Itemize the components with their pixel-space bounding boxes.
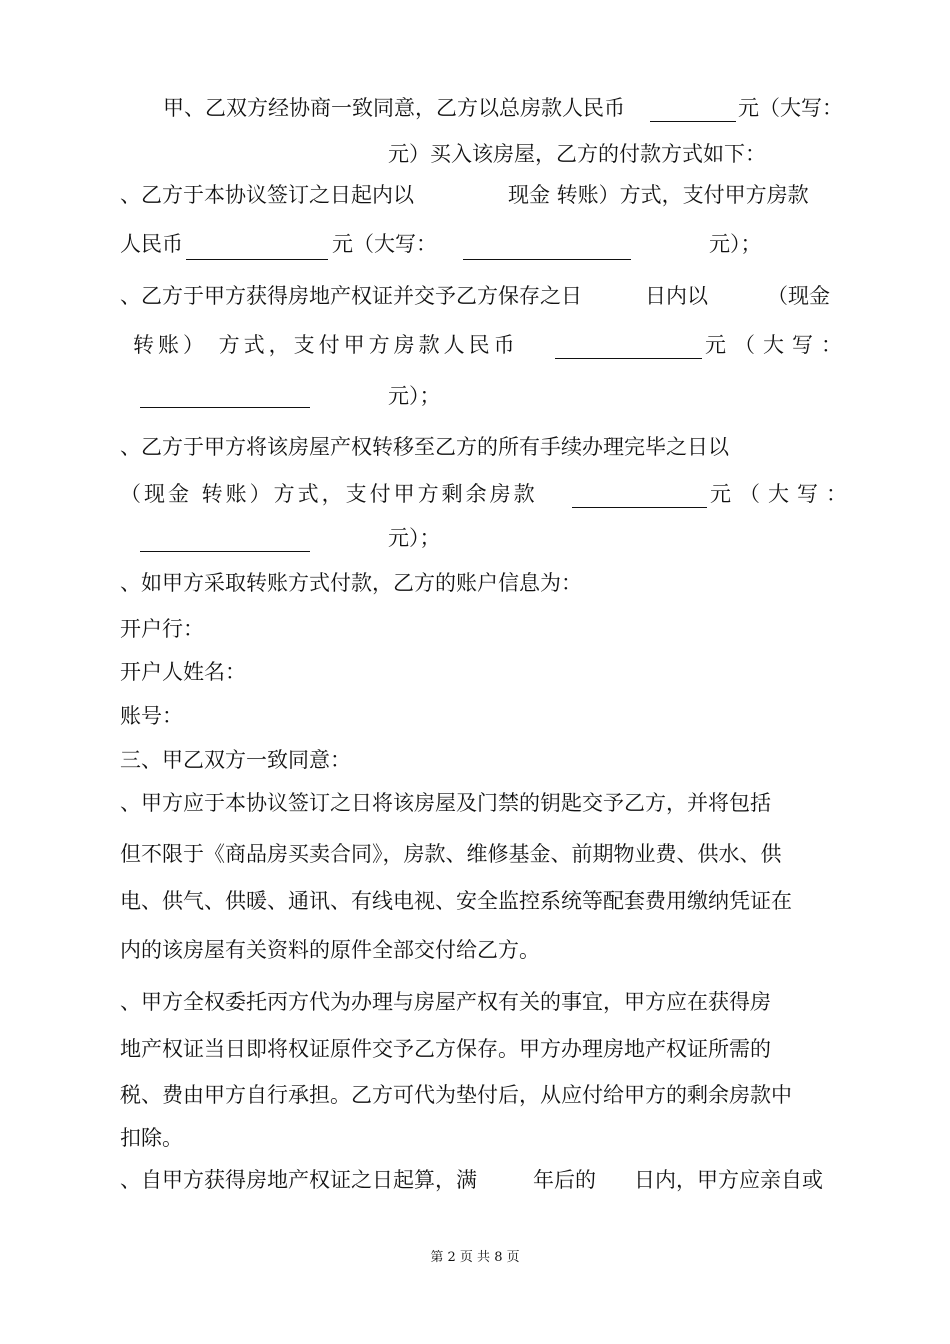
p3-line1-a: 、乙方于甲方获得房地产权证并交予乙方保存之日 <box>120 284 582 308</box>
p5-line: 、如甲方采取转账方式付款，乙方的账户信息为： <box>120 571 582 595</box>
p3-line2-a: 转账） 方式，支付甲方房款人民币 <box>133 333 519 357</box>
p8-line1-a: 、自甲方获得房地产权证之日起算，满 <box>120 1168 477 1192</box>
p6-line4: 内的该房屋有关资料的原件全部交付给乙方。 <box>120 938 540 962</box>
p2-line2-b: 元（大写： <box>332 232 437 256</box>
p6-line2: 但不限于《商品房买卖合同》，房款、维修基金、前期物业费、供水、供 <box>120 842 782 866</box>
p6-line3: 电、供气、供暖、通讯、有线电视、安全监控系统等配套费用缴纳凭证在 <box>120 889 792 913</box>
p4-line3: 元）； <box>388 526 441 550</box>
page-number-footer: 第 2 页 共 8 页 <box>430 1250 520 1265</box>
p4-line1: 、乙方于甲方将该房屋产权转移至乙方的所有手续办理完毕之日以 <box>120 435 729 459</box>
p3-line1-c: （现金 <box>767 284 830 308</box>
p3-line3: 元）； <box>388 384 441 408</box>
p1-line1-a: 甲、乙双方经协商一致同意，乙方以总房款人民币 <box>163 96 625 120</box>
bank-label: 开户行： <box>120 617 204 641</box>
p8-line1-b: 年后的 <box>533 1168 596 1192</box>
p7-line3: 税、费由甲方自行承担。乙方可代为垫付后，从应付给甲方的剩余房款中 <box>120 1083 792 1107</box>
p1-line2: 元）买入该房屋，乙方的付款方式如下： <box>388 142 766 166</box>
p2-line2-a: 人民币 <box>120 232 183 256</box>
section-3-heading: 三、甲乙双方一致同意： <box>120 748 351 772</box>
p2-line1-b: 现金 转账）方式，支付甲方房款 <box>508 183 809 207</box>
blank-amount-3[interactable] <box>572 507 707 508</box>
blank-amount-2-words[interactable] <box>140 407 310 408</box>
p1-line1-b: 元（大写： <box>738 96 843 120</box>
blank-total-price[interactable] <box>650 121 736 122</box>
blank-amount-1[interactable] <box>186 259 328 260</box>
p2-line2-c: 元）； <box>709 232 762 256</box>
p4-line2-b: 元（大写： <box>710 482 855 506</box>
p7-line1: 、甲方全权委托丙方代为办理与房屋产权有关的事宜，甲方应在获得房 <box>120 990 771 1014</box>
p3-line2-b: 元（大写： <box>705 333 850 357</box>
p6-line1: 、甲方应于本协议签订之日将该房屋及门禁的钥匙交予乙方，并将包括 <box>120 791 771 815</box>
p3-line1-b: 日内以 <box>645 284 708 308</box>
account-number-label: 账号： <box>120 704 183 728</box>
account-holder-label: 开户人姓名： <box>120 660 246 684</box>
p7-line2: 地产权证当日即将权证原件交予乙方保存。甲方办理房地产权证所需的 <box>120 1037 771 1061</box>
p7-line4: 扣除。 <box>120 1126 183 1150</box>
p8-line1-c: 日内，甲方应亲自或 <box>634 1168 823 1192</box>
blank-amount-2[interactable] <box>555 358 702 359</box>
p4-line2-a: （现金 转账）方式，支付甲方剩余房款 <box>120 482 538 506</box>
blank-amount-3-words[interactable] <box>140 551 310 552</box>
p2-line1: 、乙方于本协议签订之日起内以 <box>120 183 414 207</box>
blank-amount-1-words[interactable] <box>463 259 631 260</box>
